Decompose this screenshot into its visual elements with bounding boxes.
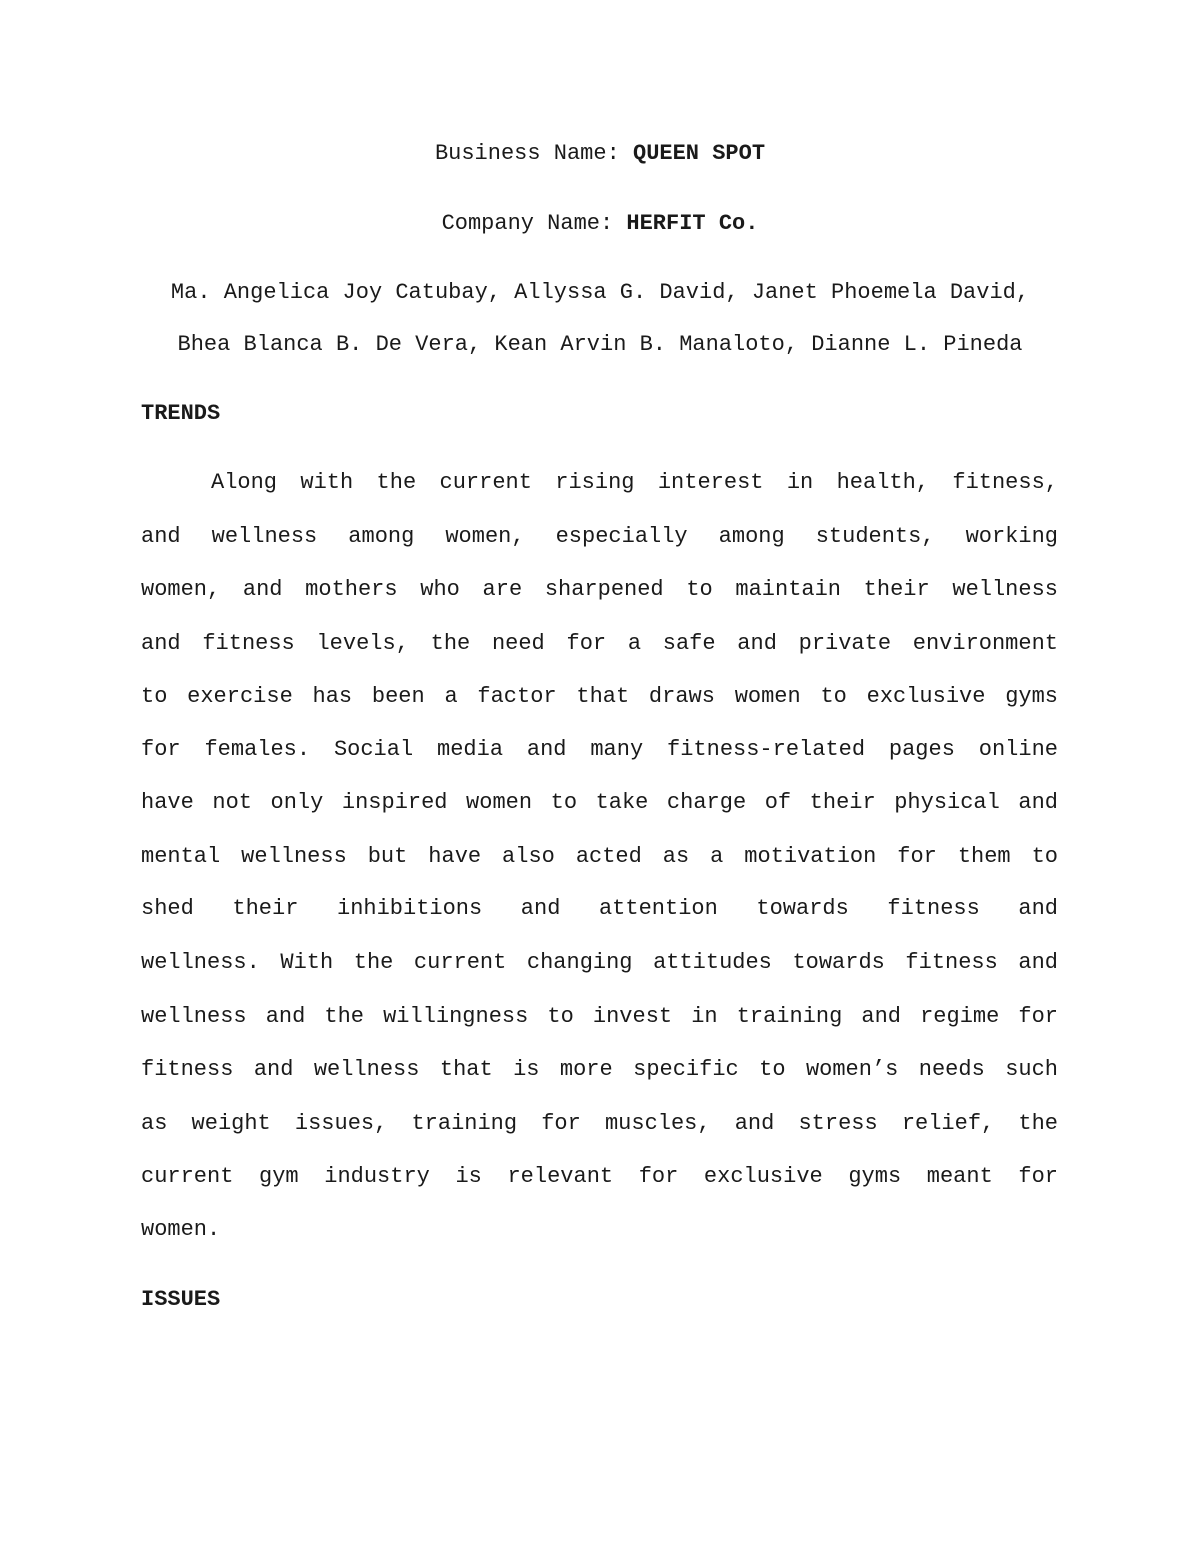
company-name-value: HERFIT Co. bbox=[626, 211, 759, 236]
paragraph-line: women, and mothers who are sharpened to maintain their wellness bbox=[141, 577, 1058, 602]
business-name-label: Business Name: bbox=[434, 141, 633, 166]
paragraph-line: have not only inspired women to take charge of their physical and bbox=[141, 790, 1058, 815]
paragraph-line: current gym industry is relevant for exclusive gyms meant for bbox=[141, 1164, 1058, 1189]
business-name-line bbox=[0, 141, 1200, 167]
authors-line-1: Ma. Angelica Joy Catubay, Allyssa G. David, Janet Phoemela David, bbox=[170, 280, 1030, 305]
paragraph-line: and wellness among women, especially among students, working bbox=[141, 524, 1058, 549]
paragraph-line: as weight issues, training for muscles, and stress relief, the bbox=[141, 1111, 1058, 1136]
paragraph-line: for females. Social media and many fitness-related pages online bbox=[141, 737, 1058, 762]
paragraph-line: wellness. With the current changing attitudes towards fitness and bbox=[141, 950, 1058, 975]
company-name-label: Company Name: bbox=[441, 211, 627, 236]
paragraph-line: wellness and the willingness to invest in training and regime for bbox=[141, 1004, 1058, 1029]
issues-heading: ISSUES bbox=[141, 1287, 221, 1312]
trends-heading: TRENDS bbox=[141, 401, 221, 426]
business-name-value: QUEEN SPOT bbox=[633, 141, 766, 166]
paragraph-line: women. bbox=[141, 1217, 221, 1242]
paragraph-line: and fitness levels, the need for a safe and private environment bbox=[141, 631, 1058, 656]
paragraph-line: fitness and wellness that is more specific to women’s needs such bbox=[141, 1057, 1058, 1082]
authors-line-2: Bhea Blanca B. De Vera, Kean Arvin B. Manaloto, Dianne L. Pineda bbox=[177, 332, 1023, 357]
paragraph-line: to exercise has been a factor that draws women to exclusive gyms bbox=[141, 684, 1058, 709]
paragraph-line: shed their inhibitions and attention towards fitness and bbox=[141, 896, 1058, 921]
paragraph-line: Along with the current rising interest in health, fitness, bbox=[211, 470, 1058, 495]
company-name-line bbox=[0, 211, 1200, 237]
paragraph-line: mental wellness but have also acted as a motivation for them to bbox=[141, 844, 1058, 869]
